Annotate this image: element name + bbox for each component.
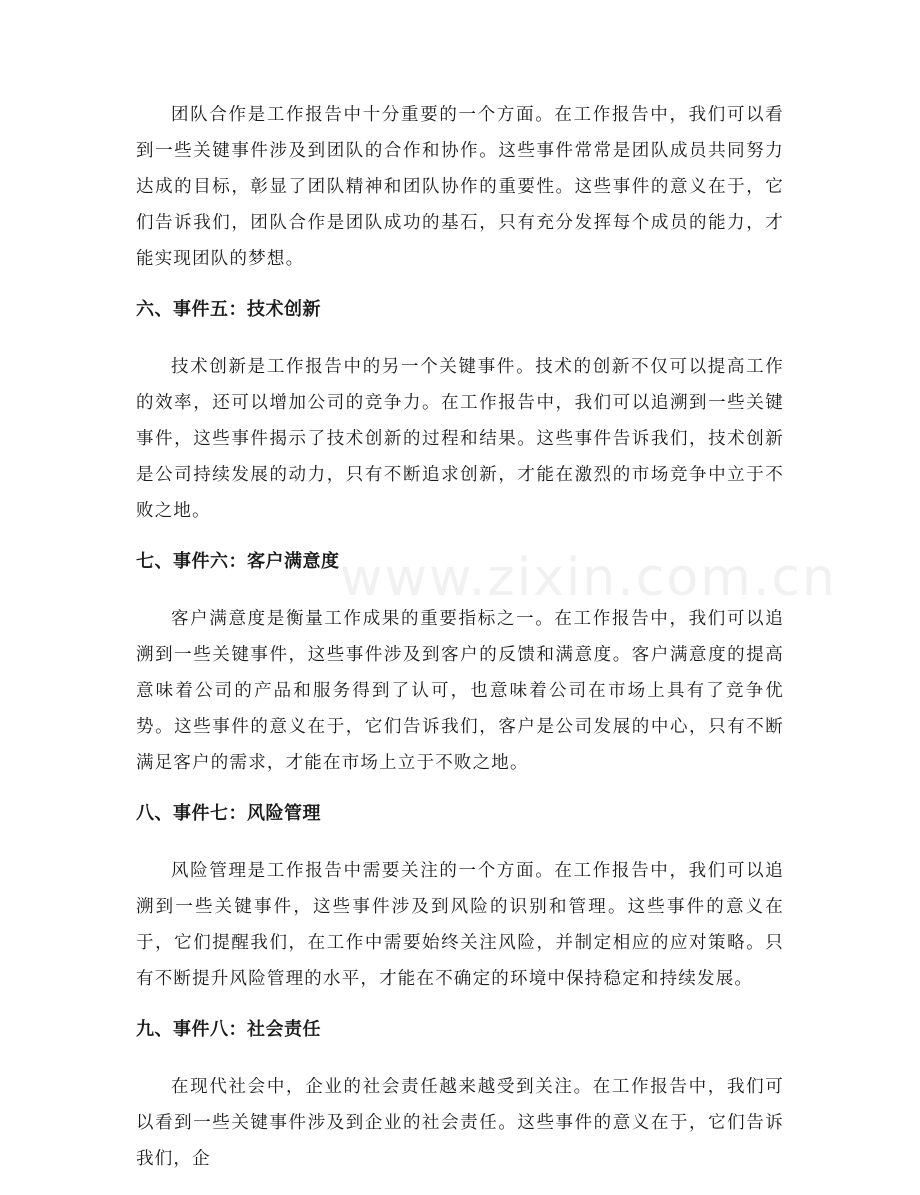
section-heading-7: 七、事件六：客户满意度: [136, 551, 340, 572]
section-heading-6: 六、事件五：技术创新: [136, 299, 321, 320]
section-heading-8: 八、事件七：风险管理: [136, 803, 321, 824]
paragraph-teamwork: 团队合作是工作报告中十分重要的一个方面。在工作报告中，我们可以看到一些关键事件涉及到团队的合作和协作。这些事件常常是团队成员共同努力达成的目标，彰显了团队精神和团队协作的重要性。这些事件的意义在于，它们告诉我们，团队合作是团队成功的基石，只有充分发挥每个成员的能力，才能实现团队的梦想。: [136, 105, 784, 269]
paragraph-customer-satisfaction: 客户满意度是衡量工作成果的重要指标之一。在工作报告中，我们可以追溯到一些关键事件，这些事件涉及到客户的反馈和满意度。客户满意度的提高意味着公司的产品和服务得到了认可，也意味着公司在市场上具有了竞争优势。这些事件的意义在于，它们告诉我们，客户是公司发展的中心，只有不断满足客户的需求，才能在市场上立于不败之地。: [136, 609, 784, 773]
document-body: [136, 97, 784, 1195]
section-heading-9: 九、事件八：社会责任: [136, 1019, 321, 1040]
watermark: www.zixin.com.cn: [340, 548, 837, 608]
paragraph-risk-management: 风险管理是工作报告中需要关注的一个方面。在工作报告中，我们可以追溯到一些关键事件，这些事件涉及到风险的识别和管理。这些事件的意义在于，它们提醒我们，在工作中需要始终关注风险，并制定相应的应对策略。只有不断提升风险管理的水平，才能在不确定的环境中保持稳定和持续发展。: [136, 861, 784, 989]
paragraph-social-responsibility: 在现代社会中，企业的社会责任越来越受到关注。在工作报告中，我们可以看到一些关键事件涉及到企业的社会责任。这些事件的意义在于，它们告诉我们，企: [136, 1077, 784, 1169]
paragraph-tech-innovation: 技术创新是工作报告中的另一个关键事件。技术的创新不仅可以提高工作的效率，还可以增加公司的竞争力。在工作报告中，我们可以追溯到一些关键事件，这些事件揭示了技术创新的过程和结果。这些事件告诉我们，技术创新是公司持续发展的动力，只有不断追求创新，才能在激烈的市场竞争中立于不败之地。: [136, 357, 784, 521]
